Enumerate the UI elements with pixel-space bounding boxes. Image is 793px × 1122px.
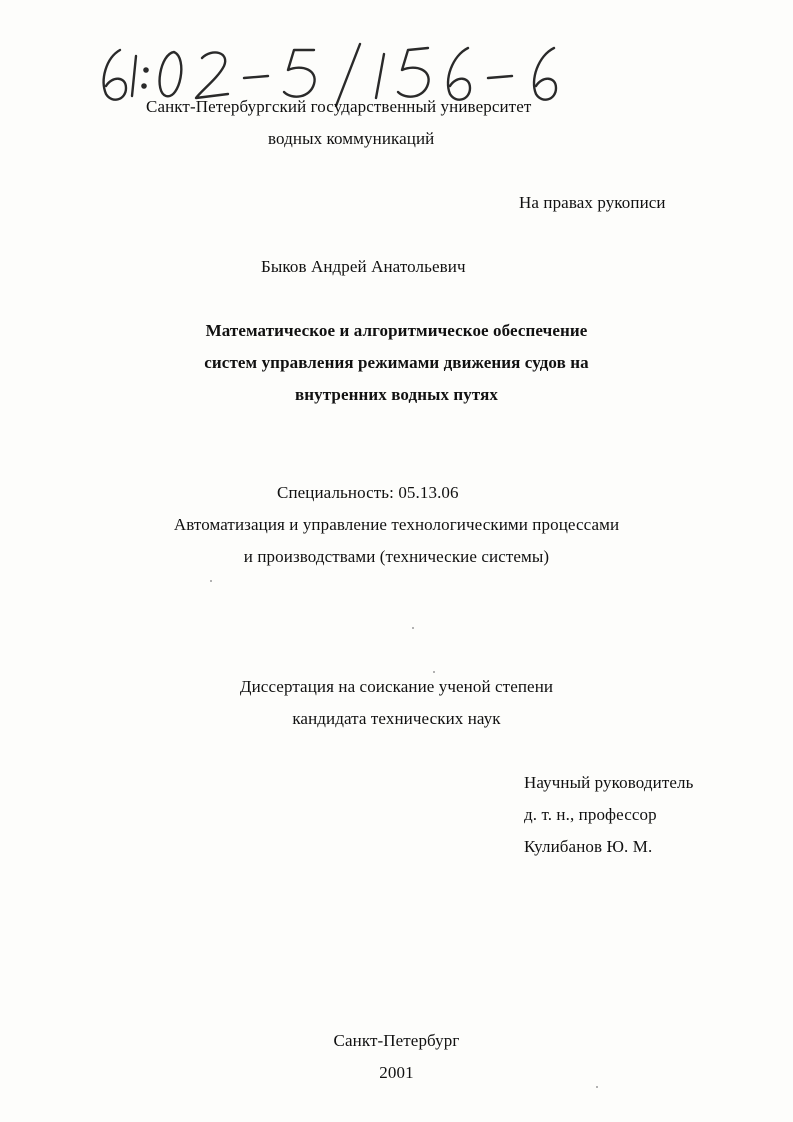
university-line-2: водных коммуникаций	[268, 129, 435, 148]
supervisor-rank: д. т. н., профессор	[524, 805, 657, 824]
supervisor-name: Кулибанов Ю. М.	[524, 837, 653, 856]
author-name: Быков Андрей Анатольевич	[261, 257, 466, 276]
rights-note: На правах рукописи	[519, 193, 666, 212]
title-line-2: систем управления режимами движения судов на	[204, 353, 589, 372]
specialty-name-line-2: и производствами (технические системы)	[243, 547, 550, 566]
footer-city: Санкт-Петербург	[333, 1031, 460, 1050]
specialty-code: Специальность: 05.13.06	[277, 483, 459, 502]
degree-line-2: кандидата технических наук	[292, 709, 501, 728]
scan-speck	[210, 580, 212, 582]
scan-speck	[433, 671, 435, 673]
university-line-1: Санкт-Петербургский государственный университет	[146, 97, 532, 116]
scan-speck	[412, 627, 414, 629]
title-line-3: внутренних водных путях	[294, 385, 499, 404]
footer-year: 2001	[379, 1063, 414, 1082]
title-line-1: Математическое и алгоритмическое обеспечение	[205, 321, 588, 340]
specialty-name-line-1: Автоматизация и управление технологическими процессами	[173, 515, 620, 534]
degree-line-1: Диссертация на соискание ученой степени	[239, 677, 554, 696]
scan-speck	[596, 1086, 598, 1088]
supervisor-role: Научный руководитель	[524, 773, 694, 792]
